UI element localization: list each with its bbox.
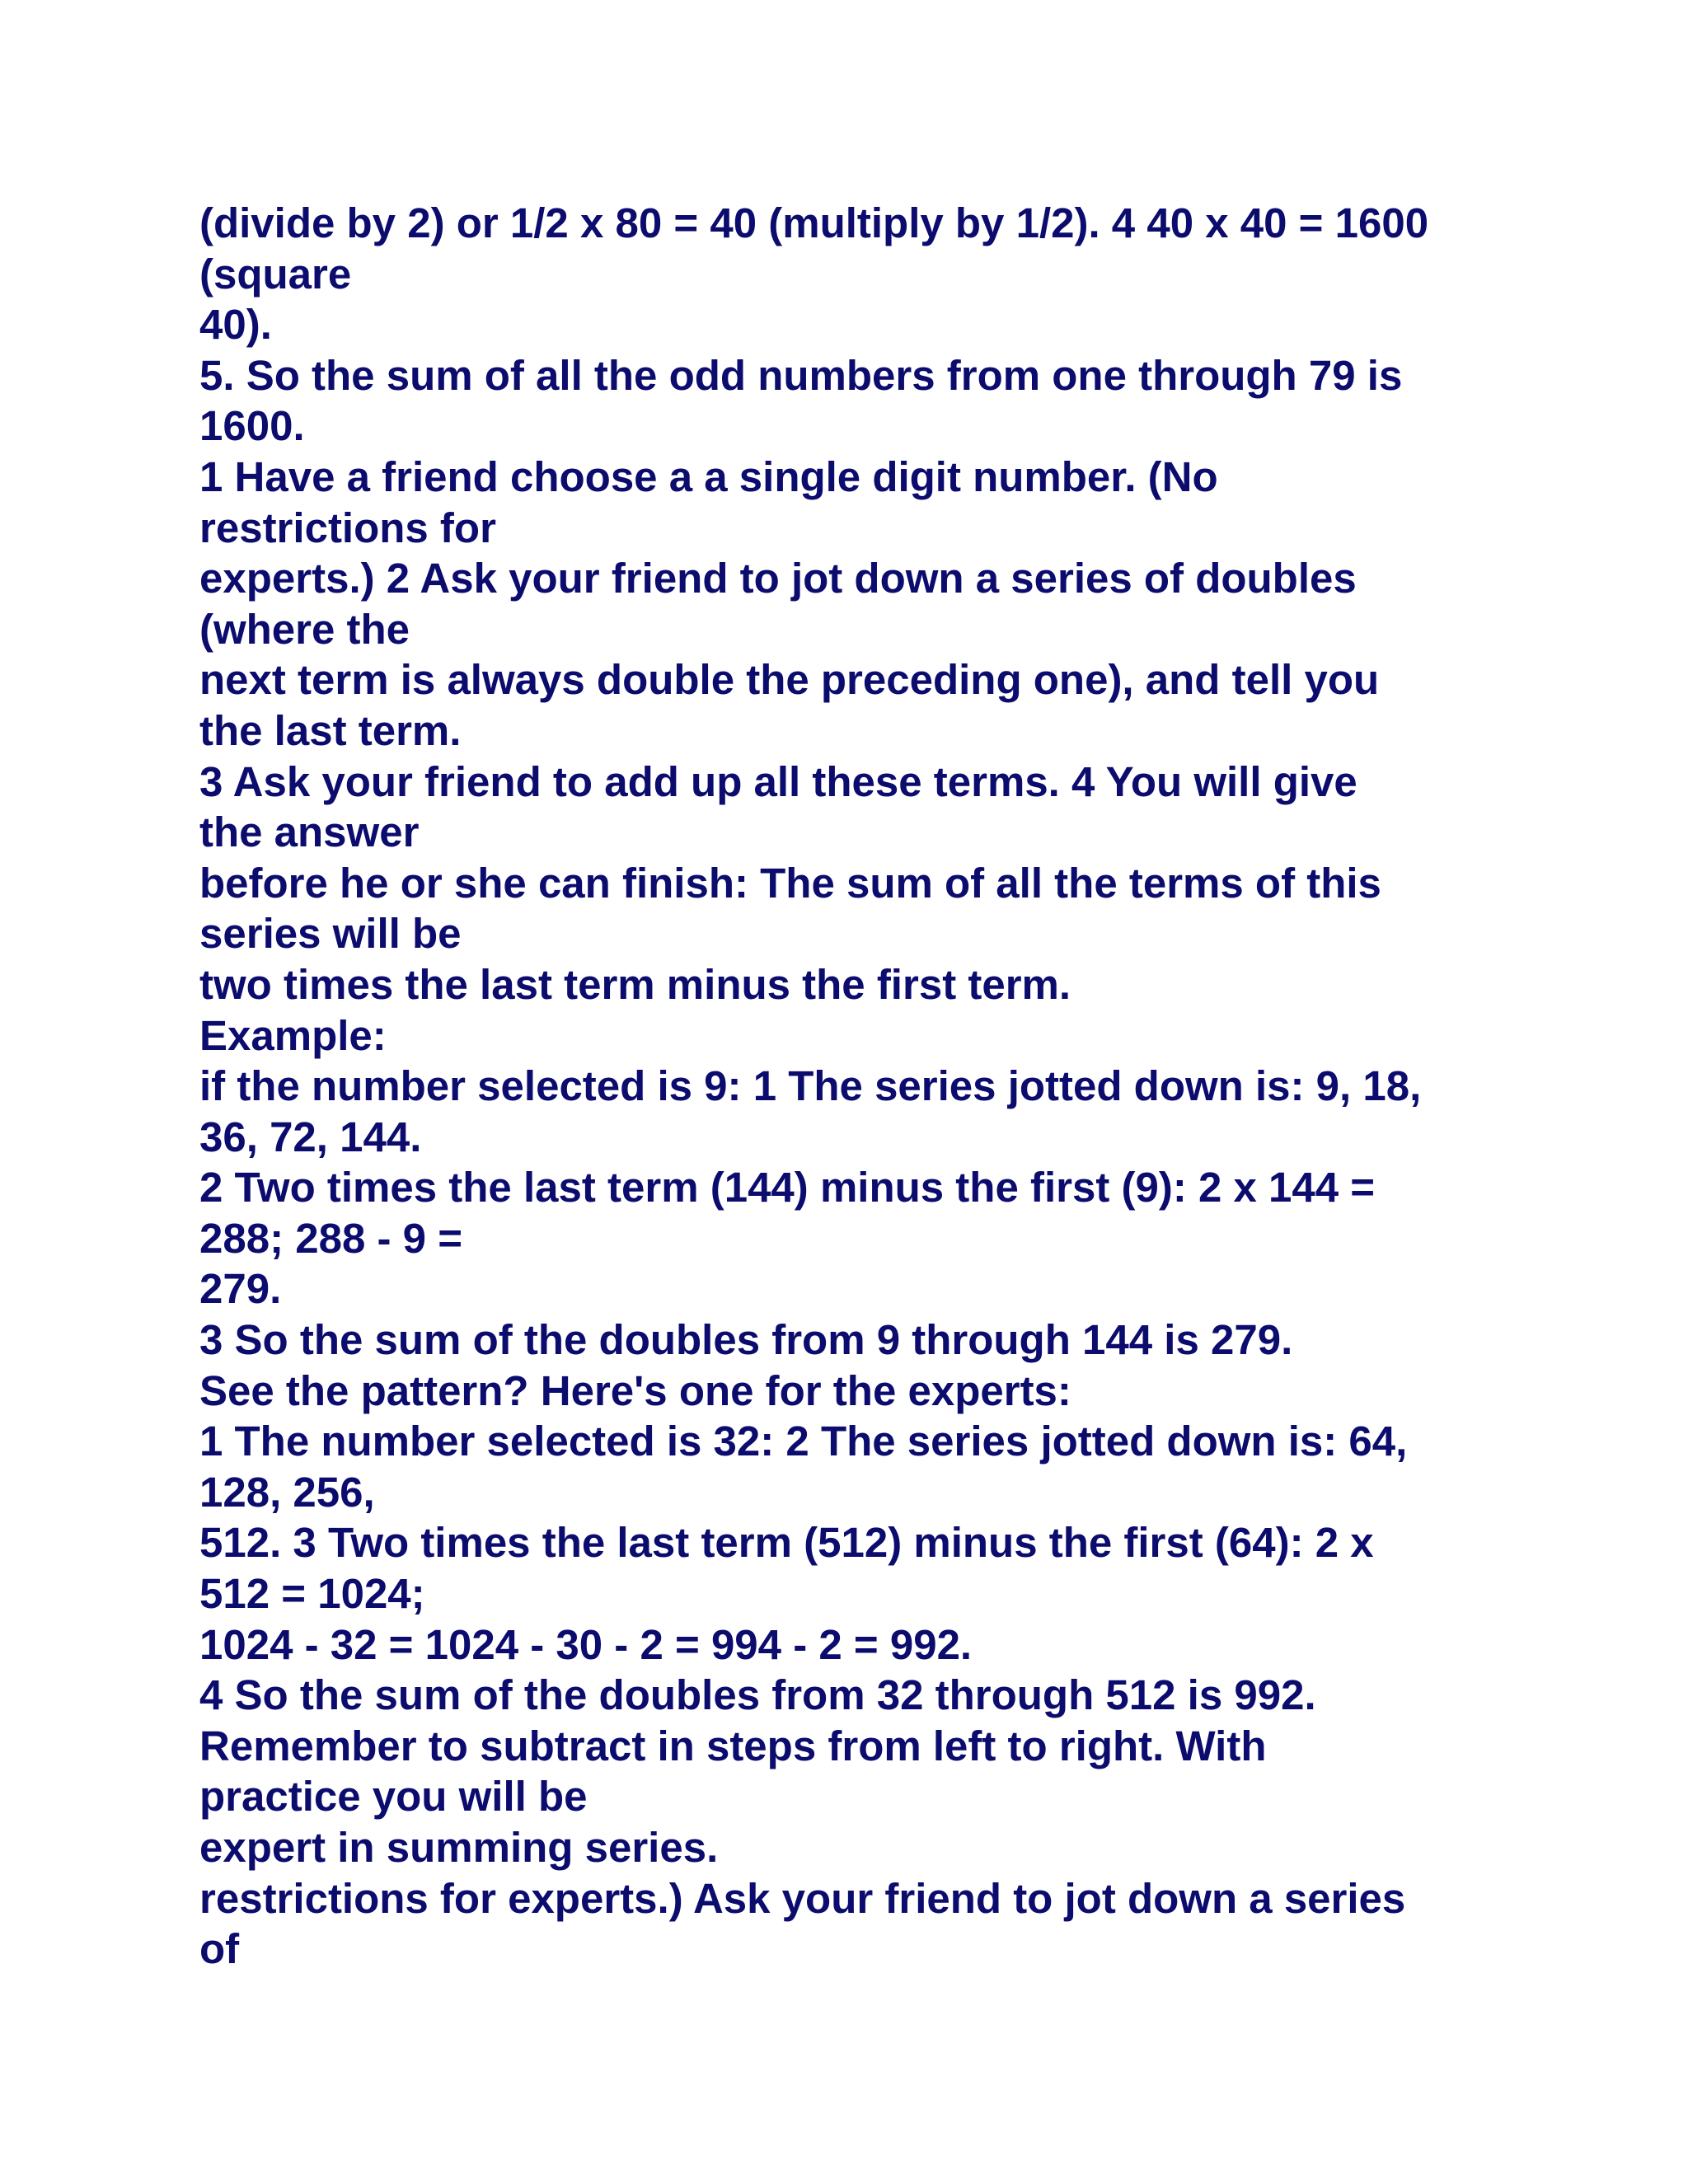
text-line: 5. So the sum of all the odd numbers from one through 79 is	[199, 351, 1403, 399]
text-line: 288; 288 - 9 =	[199, 1214, 462, 1262]
text-line: (divide by 2) or 1/2 x 80 = 40 (multiply by 1/2). 4 40 x 40 = 1600	[199, 199, 1429, 246]
text-line: Remember to subtract in steps from left to right. With	[199, 1722, 1267, 1769]
text-line: 3 So the sum of the doubles from 9 through 144 is 279.	[199, 1316, 1293, 1364]
text-line: 36, 72, 144.	[199, 1113, 422, 1160]
text-line: 3 Ask your friend to add up all these terms. 4 You will give	[199, 757, 1357, 805]
text-line: 279.	[199, 1265, 282, 1313]
text-line: 128, 256,	[199, 1468, 375, 1516]
text-line: See the pattern? Here's one for the experts:	[199, 1366, 1071, 1414]
text-line: 40).	[199, 301, 272, 349]
text-line: (square	[199, 250, 352, 298]
text-line: restrictions for experts.) Ask your friend to jot down a series	[199, 1874, 1406, 1922]
text-line: restrictions for	[199, 504, 496, 551]
text-line: 1 Have a friend choose a a single digit number. (No	[199, 452, 1218, 500]
body-text	[199, 198, 1518, 1975]
text-line: expert in summing series.	[199, 1824, 719, 1871]
text-line: series will be	[199, 910, 462, 958]
text-line: before he or she can finish: The sum of all the terms of this	[199, 859, 1381, 907]
text-line: 4 So the sum of the doubles from 32 through 512 is 992.	[199, 1671, 1316, 1719]
text-line: 1024 - 32 = 1024 - 30 - 2 = 994 - 2 = 992.	[199, 1620, 973, 1668]
text-line: Example:	[199, 1011, 387, 1059]
text-line: 512. 3 Two times the last term (512) minus the first (64): 2 x	[199, 1519, 1374, 1567]
text-line: next term is always double the preceding one), and tell you	[199, 656, 1380, 704]
text-line: 1 The number selected is 32: 2 The series jotted down is: 64,	[199, 1418, 1408, 1465]
text-line: the last term.	[199, 706, 462, 754]
text-line: 2 Two times the last term (144) minus the first (9): 2 x 144 =	[199, 1164, 1376, 1212]
text-line: 512 = 1024;	[199, 1570, 425, 1618]
text-line: (where the	[199, 605, 410, 653]
text-line: 1600.	[199, 402, 305, 450]
text-line: the answer	[199, 808, 420, 856]
text-line: practice you will be	[199, 1773, 588, 1821]
text-line: of	[199, 1925, 240, 1973]
text-line: two times the last term minus the first term.	[199, 960, 1071, 1008]
text-line: if the number selected is 9: 1 The series jotted down is: 9, 18,	[199, 1062, 1422, 1110]
text-line: experts.) 2 Ask your friend to jot down a series of doubles	[199, 555, 1357, 602]
